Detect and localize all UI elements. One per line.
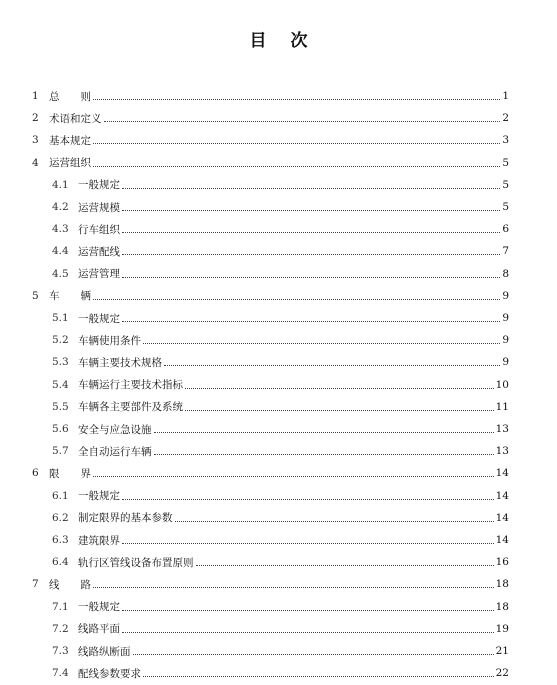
toc-entry-title: 车 辆 <box>49 290 91 303</box>
toc-entry-number: 5.6 <box>52 423 69 435</box>
toc-entry-page: 5 <box>502 178 509 191</box>
toc-entry-number: 6.4 <box>52 556 69 569</box>
dot-leader <box>196 564 494 566</box>
toc-entry-title: 轨行区管线设备布置原则 <box>78 556 194 569</box>
toc-entry-title: 一般规定 <box>78 490 120 503</box>
toc-entry[interactable] <box>0 462 557 484</box>
toc-entry-page: 21 <box>495 645 509 657</box>
toc-entry-title: 运营规模 <box>78 201 120 214</box>
dot-leader <box>122 187 500 189</box>
toc-entry[interactable] <box>0 174 557 196</box>
toc-entry-number: 5.5 <box>52 400 69 413</box>
toc-entry-page: 14 <box>495 467 509 480</box>
toc-entry-page: 18 <box>495 600 509 613</box>
title-char-2: 次 <box>290 31 308 51</box>
toc-entry-number: 5.7 <box>52 445 69 458</box>
toc-entry[interactable] <box>0 618 557 640</box>
toc-entry-number: 4.1 <box>52 178 69 191</box>
toc-entry[interactable] <box>0 551 557 573</box>
toc-entry-title: 行车组织 <box>78 223 120 236</box>
toc-entry[interactable] <box>0 507 557 529</box>
toc-entry[interactable] <box>0 285 557 307</box>
toc-entry-page: 14 <box>495 511 509 524</box>
toc-entry-number: 1 <box>32 90 39 102</box>
toc-entry[interactable] <box>0 396 557 418</box>
toc-entry-number: 4.2 <box>52 201 69 213</box>
toc-entry-page: 13 <box>495 445 509 458</box>
toc-entry-number: 4.4 <box>52 245 69 258</box>
toc-entry-title: 建筑限界 <box>78 534 120 547</box>
page-title <box>0 26 557 51</box>
toc-entry-number: 4 <box>32 156 39 169</box>
toc-entry-number: 5.1 <box>52 312 69 324</box>
toc-entry-page: 7 <box>502 245 509 258</box>
toc-entry-title: 车辆运行主要技术指标 <box>78 379 183 392</box>
toc-entry-number: 4.5 <box>52 267 69 280</box>
toc-entry-title: 配线参数要求 <box>78 667 141 680</box>
dot-leader <box>133 653 494 655</box>
dot-leader <box>122 209 500 211</box>
dot-leader <box>143 675 494 677</box>
toc-entry-title: 一般规定 <box>78 179 120 192</box>
toc-entry[interactable] <box>0 351 557 373</box>
toc-entry[interactable] <box>0 662 557 684</box>
dot-leader <box>122 253 500 255</box>
toc-entry-title: 线路平面 <box>78 623 120 636</box>
toc-entry-page: 3 <box>502 134 509 147</box>
toc-entry-number: 4.3 <box>52 223 69 236</box>
toc-entry-title: 运营组织 <box>49 157 91 170</box>
toc-entry-number: 5 <box>32 289 39 302</box>
toc-entry-title: 运营配线 <box>78 245 120 258</box>
toc-entry-page: 10 <box>495 378 509 391</box>
toc-entry-number: 7.3 <box>52 645 69 657</box>
dot-leader <box>185 387 494 389</box>
toc-entry-number: 6.3 <box>52 534 69 546</box>
toc-entry-page: 8 <box>502 267 509 280</box>
toc-entry-title: 一般规定 <box>78 312 120 325</box>
toc-entry-number: 6 <box>32 467 39 480</box>
toc-entry-title: 车辆使用条件 <box>78 334 141 347</box>
toc-entry[interactable] <box>0 573 557 595</box>
toc-entry-title: 车辆主要技术规格 <box>78 356 162 369</box>
dot-leader <box>185 409 494 411</box>
toc-entry-page: 14 <box>495 489 509 502</box>
toc-entry[interactable] <box>0 263 557 285</box>
toc-entry-title: 限 界 <box>49 467 91 480</box>
toc-entry-number: 7 <box>32 578 39 591</box>
toc-entry-title: 运营管理 <box>78 268 120 281</box>
dot-leader <box>93 298 500 300</box>
dot-leader <box>93 475 494 477</box>
dot-leader <box>122 276 500 278</box>
dot-leader <box>154 431 494 433</box>
toc-entry[interactable] <box>0 152 557 174</box>
dot-leader <box>104 120 501 122</box>
toc-entry[interactable] <box>0 329 557 351</box>
toc-entry[interactable] <box>0 374 557 396</box>
toc-entry-page: 5 <box>502 201 509 213</box>
toc-entry-number: 5.4 <box>52 378 69 391</box>
toc-entry-number: 2 <box>32 112 39 125</box>
toc-entry[interactable] <box>0 485 557 507</box>
dot-leader <box>122 498 494 500</box>
title-char-1: 目 <box>249 31 267 51</box>
toc-entry-page: 9 <box>502 356 509 369</box>
toc-entry-title: 安全与应急设施 <box>78 423 152 436</box>
toc-entry-title: 术语和定义 <box>49 112 102 125</box>
toc-entry[interactable] <box>0 418 557 440</box>
toc-entry-page: 9 <box>502 312 509 324</box>
toc-entry-title: 基本规定 <box>49 134 91 147</box>
toc-entry-page: 22 <box>495 667 509 680</box>
toc-entry-number: 7.1 <box>52 600 69 613</box>
toc-entry-title: 线路纵断面 <box>78 645 131 658</box>
toc-entry-title: 总 则 <box>49 90 91 103</box>
toc-entry-number: 6.1 <box>52 489 69 502</box>
toc-entry-title: 全自动运行车辆 <box>78 445 152 458</box>
toc-entry[interactable] <box>0 218 557 240</box>
dot-leader <box>122 542 494 544</box>
toc-entry-number: 7.2 <box>52 622 69 635</box>
toc-entry-title: 车辆各主要部件及系统 <box>78 401 183 414</box>
dot-leader <box>122 320 500 322</box>
toc-entry-page: 14 <box>495 534 509 546</box>
toc-entry[interactable] <box>0 307 557 329</box>
toc-entry-title: 制定限界的基本参数 <box>78 512 173 525</box>
toc-entry-number: 5.2 <box>52 334 69 347</box>
dot-leader <box>164 364 500 366</box>
toc-entry-number: 7.4 <box>52 667 69 680</box>
toc-entry-title: 一般规定 <box>78 601 120 614</box>
toc-entry-page: 18 <box>495 578 509 591</box>
toc-entry-number: 5.3 <box>52 356 69 369</box>
toc-entry[interactable] <box>0 107 557 129</box>
toc-entry-page: 19 <box>495 622 509 635</box>
dot-leader <box>122 631 494 633</box>
toc-entry[interactable] <box>0 529 557 551</box>
dot-leader <box>143 342 500 344</box>
toc-entry[interactable] <box>0 640 557 662</box>
dot-leader <box>93 98 500 100</box>
toc-entry-number: 6.2 <box>52 511 69 524</box>
toc-entry-page: 6 <box>502 223 509 236</box>
toc-entry-page: 9 <box>502 334 509 347</box>
toc-entry[interactable] <box>0 129 557 151</box>
toc-entry[interactable] <box>0 240 557 262</box>
toc-entry-page: 2 <box>502 112 509 125</box>
dot-leader <box>122 231 500 233</box>
toc-entry-page: 9 <box>502 289 509 302</box>
dot-leader <box>93 142 500 144</box>
toc-entry-title: 线 路 <box>49 578 91 591</box>
toc-entry-page: 1 <box>502 90 509 102</box>
toc-entry[interactable] <box>0 596 557 618</box>
dot-leader <box>93 165 500 167</box>
dot-leader <box>154 453 494 455</box>
dot-leader <box>122 609 494 611</box>
toc-entry[interactable] <box>0 440 557 462</box>
toc-entry-page: 13 <box>495 423 509 435</box>
toc-entry-page: 11 <box>495 400 509 413</box>
toc-entry[interactable] <box>0 196 557 218</box>
toc-entry-page: 16 <box>495 556 509 569</box>
toc-entry-number: 3 <box>32 134 39 147</box>
toc-entry[interactable] <box>0 85 557 107</box>
dot-leader <box>175 520 494 522</box>
toc-entry-page: 5 <box>502 156 509 169</box>
dot-leader <box>93 586 494 588</box>
